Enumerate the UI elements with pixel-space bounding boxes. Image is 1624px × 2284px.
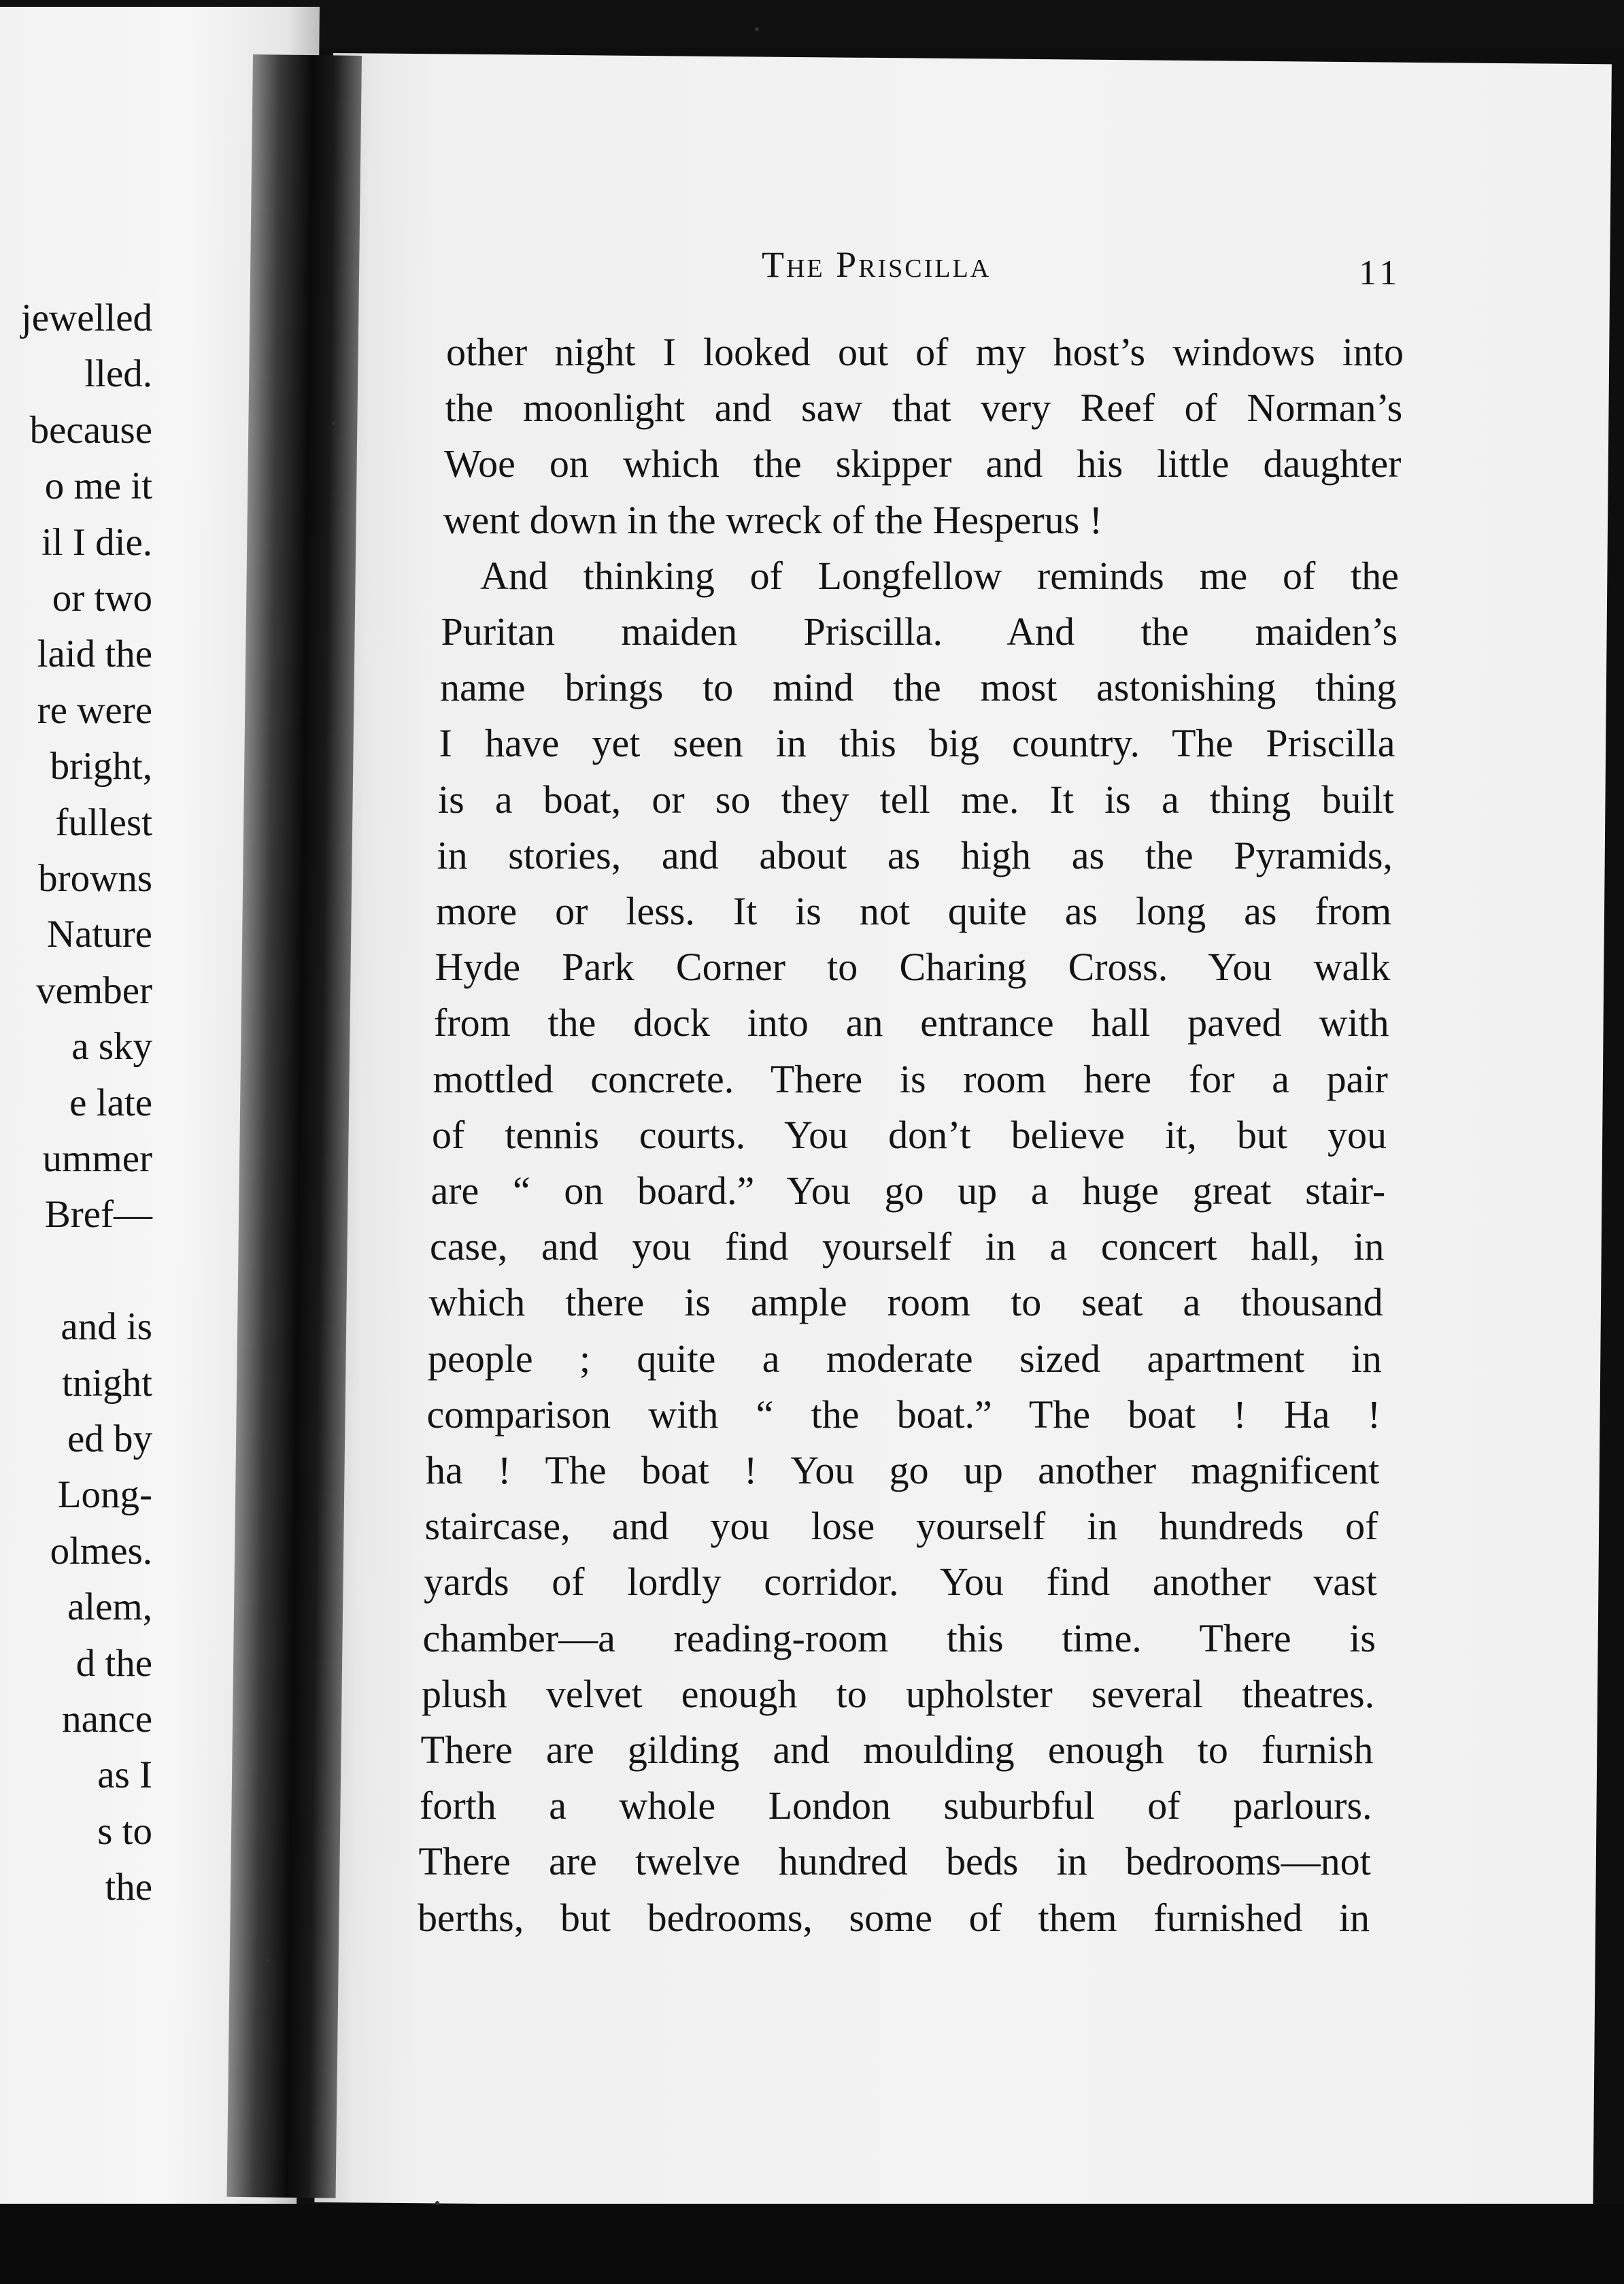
verso-text-fragment: d the — [75, 1641, 152, 1685]
verso-text-fragment: tnight — [61, 1361, 152, 1405]
verso-text-fragment: bright, — [50, 745, 152, 788]
verso-text-fragment: and is — [61, 1305, 152, 1349]
text-line: name brings to mind the most astonishing thing — [440, 665, 1397, 710]
text-line: I have yet seen in this big country. The Priscilla — [439, 721, 1395, 766]
text-line: is a boat, or so they tell me. It is a thing built — [438, 777, 1394, 822]
verso-text-fragment: a sky — [71, 1025, 152, 1069]
text-line: There are gilding and moulding enough to furnish — [420, 1728, 1374, 1772]
text-line: plush velvet enough to upholster several theatres. — [422, 1671, 1375, 1716]
dust-speck — [755, 27, 759, 31]
text-line: ha ! The boat ! You go up another magnificent — [426, 1448, 1380, 1492]
text-line: of tennis courts. You don’t believe it, but you — [432, 1112, 1387, 1157]
text-line: went down in the wreck of the Hesperus ! — [443, 497, 1103, 542]
verso-text-fragment: laid the — [37, 633, 152, 676]
verso-text-fragment: or two — [52, 577, 152, 620]
verso-text-fragment: olmes. — [50, 1529, 152, 1573]
dust-speck — [267, 1959, 270, 1962]
text-line: from the dock into an entrance hall paved with — [434, 1001, 1389, 1045]
text-line: chamber—a reading-room this time. There is — [422, 1615, 1376, 1660]
text-line: are “ on board.” You go up a huge great stair- — [430, 1169, 1386, 1213]
text-line: There are twelve hundred beds in bedrooms—not — [418, 1839, 1371, 1884]
verso-text-fragment: Nature — [46, 913, 152, 956]
verso-text-fragment: e late — [69, 1081, 152, 1124]
text-line: And thinking of Longfellow reminds me of the — [480, 553, 1399, 598]
text-line: forth a whole London suburbful of parlours. — [420, 1783, 1372, 1828]
verso-text-fragment: the — [105, 1866, 152, 1909]
text-line: mottled concrete. There is room here for a pair — [433, 1056, 1388, 1101]
text-line: yards of lordly corridor. You find another vast — [424, 1560, 1377, 1605]
verso-text-fragment: fullest — [55, 801, 152, 844]
verso-text-fragment: ed by — [67, 1417, 152, 1460]
text-line: case, and you find yourself in a concert hall, in — [430, 1224, 1385, 1269]
verso-text-fragment: jewelled — [20, 297, 152, 339]
text-line: staircase, and you lose yourself in hundreds of — [424, 1504, 1378, 1549]
verso-text-fragment: o me it — [44, 465, 152, 508]
text-line: Hyde Park Corner to Charing Cross. You walk — [435, 945, 1391, 990]
text-line: which there is ample room to seat a thousand — [428, 1280, 1383, 1325]
verso-text-fragment: alem, — [67, 1585, 152, 1629]
text-line: berths, but bedrooms, some of them furnished in — [418, 1895, 1370, 1940]
verso-text-fragment: because — [29, 408, 152, 452]
dust-speck — [435, 2201, 439, 2205]
text-line: in stories, and about as high as the Pyramids, — [437, 833, 1393, 877]
text-line: the moonlight and saw that very Reef of Norman’s — [445, 386, 1403, 431]
text-line: comparison with “ the boat.” The boat ! Ha ! — [426, 1392, 1381, 1437]
verso-text-fragment: s to — [97, 1809, 152, 1853]
text-line: Puritan maiden Priscilla. And the maiden’s — [441, 609, 1398, 654]
text-line: other night I looked out of my host’s windows into — [446, 330, 1404, 374]
verso-text-fragment: Long- — [57, 1473, 152, 1517]
verso-text-fragment: as I — [97, 1753, 152, 1797]
running-head-title: The Priscilla — [762, 244, 992, 285]
dust-speck — [332, 422, 335, 425]
verso-text-fragment: vember — [36, 969, 152, 1012]
text-line: people ; quite a moderate sized apartment in — [428, 1336, 1382, 1381]
verso-text-fragment: il I die. — [41, 520, 152, 564]
verso-text-fragment: ummer — [42, 1137, 152, 1180]
text-line: more or less. It is not quite as long as from — [436, 889, 1392, 933]
page-number: 11 — [1359, 254, 1402, 292]
verso-text-fragment: nance — [62, 1698, 152, 1741]
text-line: Woe on which the skipper and his little daughter — [444, 441, 1402, 486]
verso-text-fragment: browns — [38, 857, 152, 900]
verso-text-fragment: Bref— — [44, 1193, 152, 1237]
verso-text-fragment: lled. — [84, 352, 152, 396]
verso-text-fragment: re were — [37, 688, 152, 732]
